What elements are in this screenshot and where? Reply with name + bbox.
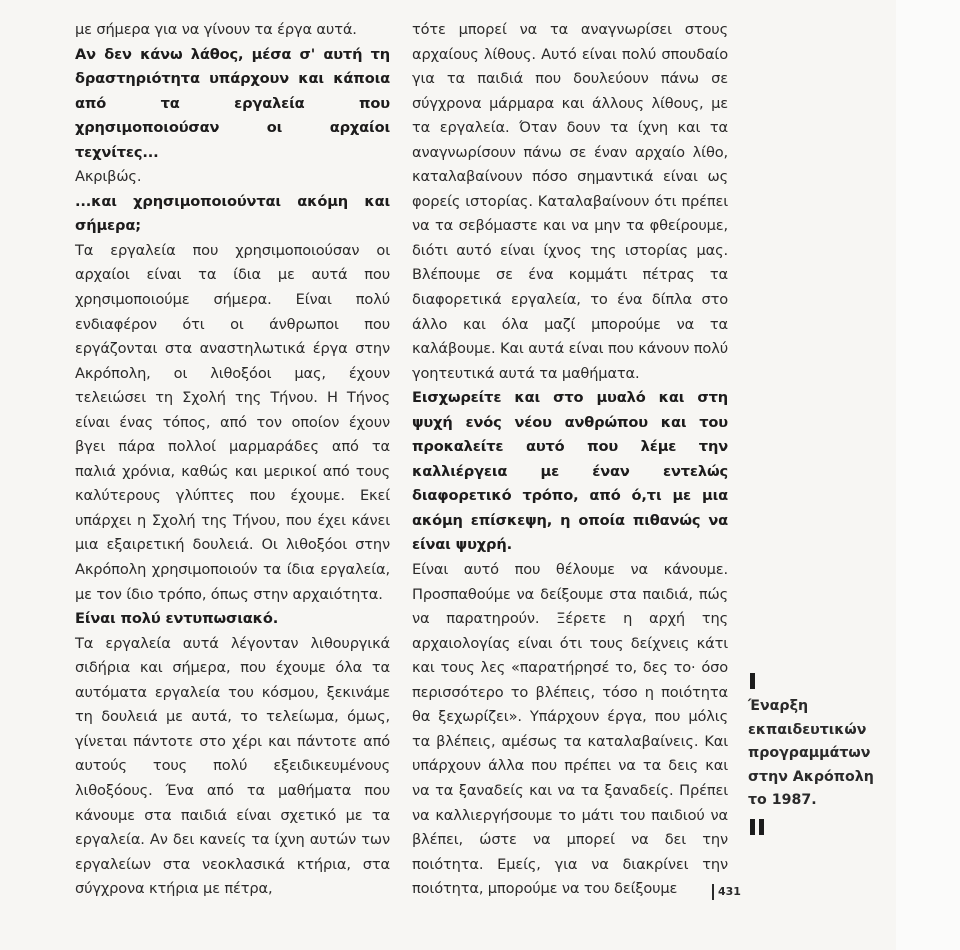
- question-paragraph: Αν δεν κάνω λάθος, μέσα σ' αυτή τη δραστηριότητα υπάρχουν και κάποια από τα εργαλεία που χρησιμοποιούσαν οι αρχαίοι τεχνίτες...: [75, 45, 390, 161]
- paragraph: Είναι αυτό που θέλουμε να κάνουμε. Προσπαθούμε να δείξουμε στα παιδιά, πώς να παρατηρούν. Ξέρετε η αρχή της αρχαιολογίας είναι ότι τους δείχνεις κάτι και τους λες «παρατήρησέ το, δες το· όσο περισσότερο το βλέπεις, τόσο η ποιότητα θα ξεχωρίζει». Υπάρχουν έργα, που μόλις τα βλέπεις, αμέσως τα καταλαβαίνεις. Και υπάρχουν άλλα που πρέπει να τα δεις και να τα ξαναδείς και να τα ξαναδείς. Πρέπει να καλλιεργήσουμε το μάτι του παιδιού να βλέπει, ώστε να μπορεί να δει την ποιότητα. Εμείς, για να διακρίνει την ποιότητα, μπορούμε να του δείξουμε: [412, 561, 728, 898]
- question-paragraph: ...και χρησιμοποιούνται ακόμη και σήμερα;: [75, 192, 390, 235]
- page-number: 431: [712, 884, 741, 900]
- paragraph: Τα εργαλεία που χρησιμοποιούσαν οι αρχαίοι είναι τα ίδια με αυτά που χρησιμοποιούμε σήμερα. Είναι πολύ ενδιαφέρον ότι οι άνθρωποι που εργάζονται στα αναστηλωτικά έργα στην Ακρόπολη, οι λιθοξόοι μας, έχουν τελειώσει τη Σχολή της Τήνου. Η Τήνος είναι ένας τόπος, από τον οποίον έχουν βγει πάρα πολλοί μαρμαράδες από τα παλιά χρόνια, καθώς και μερικοί από τους καλύτερους γλύπτες που έχουμε. Εκεί υπάρχει η Σχολή της Τήνου, που έχει κάνει μια εξαιρετική δουλειά. Οι λιθοξόοι στην Ακρόπολη χρησιμοποιούν τα ίδια εργαλεία, με τον ίδιο τρόπο, όπως στην αρχαιότητα.: [75, 241, 390, 603]
- caption-end-mark-icon: [748, 819, 878, 835]
- caption-text: Έναρξη εκπαιδευτικών προγραμμάτων στην Ακρόπολη το 1987.: [748, 698, 874, 808]
- question-paragraph: Εισχωρείτε και στο μυαλό και στη ψυχή ενός νέου ανθρώπου και του προκαλείτε αυτό που λέμε την καλλιέργεια με έναν εντελώς διαφορετικό τρόπο, από ό,τι με μια ακόμη επίσκεψη, η οποία πιθανώς να είναι ψυχρή.: [412, 389, 728, 554]
- right-text-column: [412, 18, 728, 902]
- page-edge: [896, 0, 960, 950]
- question-paragraph: Είναι πολύ εντυπωσιακό.: [75, 610, 279, 628]
- image-caption: [748, 673, 878, 835]
- paragraph: με σήμερα για να γίνουν τα έργα αυτά.: [75, 21, 357, 38]
- paragraph: Ακριβώς.: [75, 168, 142, 186]
- paragraph: Τα εργαλεία αυτά λέγονταν λιθουργικά σιδήρια και σήμερα, που έχουμε όλα τα αυτόματα εργαλεία του κόσμου, ξεκινάμε τη δουλειά με αυτά, το τελείωμα, όμως, γίνεται πάντοτε στο χέρι και πάντοτε από αυτούς τους πολύ εξειδικευμένους λιθοξόους. Ένα από τα μαθήματα που κάνουμε στα παιδιά είναι σχετικό με τα εργαλεία. Αν δει κανείς τα ίχνη αυτών των εργαλείων στα νεοκλασικά κτήρια, στα σύγχρονα κτήρια με πέτρα,: [75, 634, 390, 898]
- left-text-column: [75, 18, 390, 902]
- caption-mark-icon: [750, 673, 755, 689]
- paragraph: τότε μπορεί να τα αναγνωρίσει στους αρχαίους λίθους. Αυτό είναι πολύ σπουδαίο για τα παιδιά που δουλεύουν πάνω σε σύγχρονα μάρμαρα και άλλους λίθους, με τα εργαλεία. Όταν δουν τα ίχνη και τα αναγνωρίσουν πάνω σε έναν αρχαίο λίθο, καταλαβαίνουν πόσο σημαντικά είναι ως φορείς ιστορίας. Καταλαβαίνουν ότι πρέπει να τα σεβόμαστε και να μην τα φθείρουμε, διότι αυτό είναι ίχνος της ιστορίας μας. Βλέπουμε σε ένα κομμάτι πέτρας τα διαφορετικά εργαλεία, το ένα δίπλα στο άλλο και όλα μαζί μπορούμε να τα καλάβουμε. Και αυτά είναι που κάνουν πολύ γοητευτικά αυτά τα μαθήματα.: [412, 21, 728, 382]
